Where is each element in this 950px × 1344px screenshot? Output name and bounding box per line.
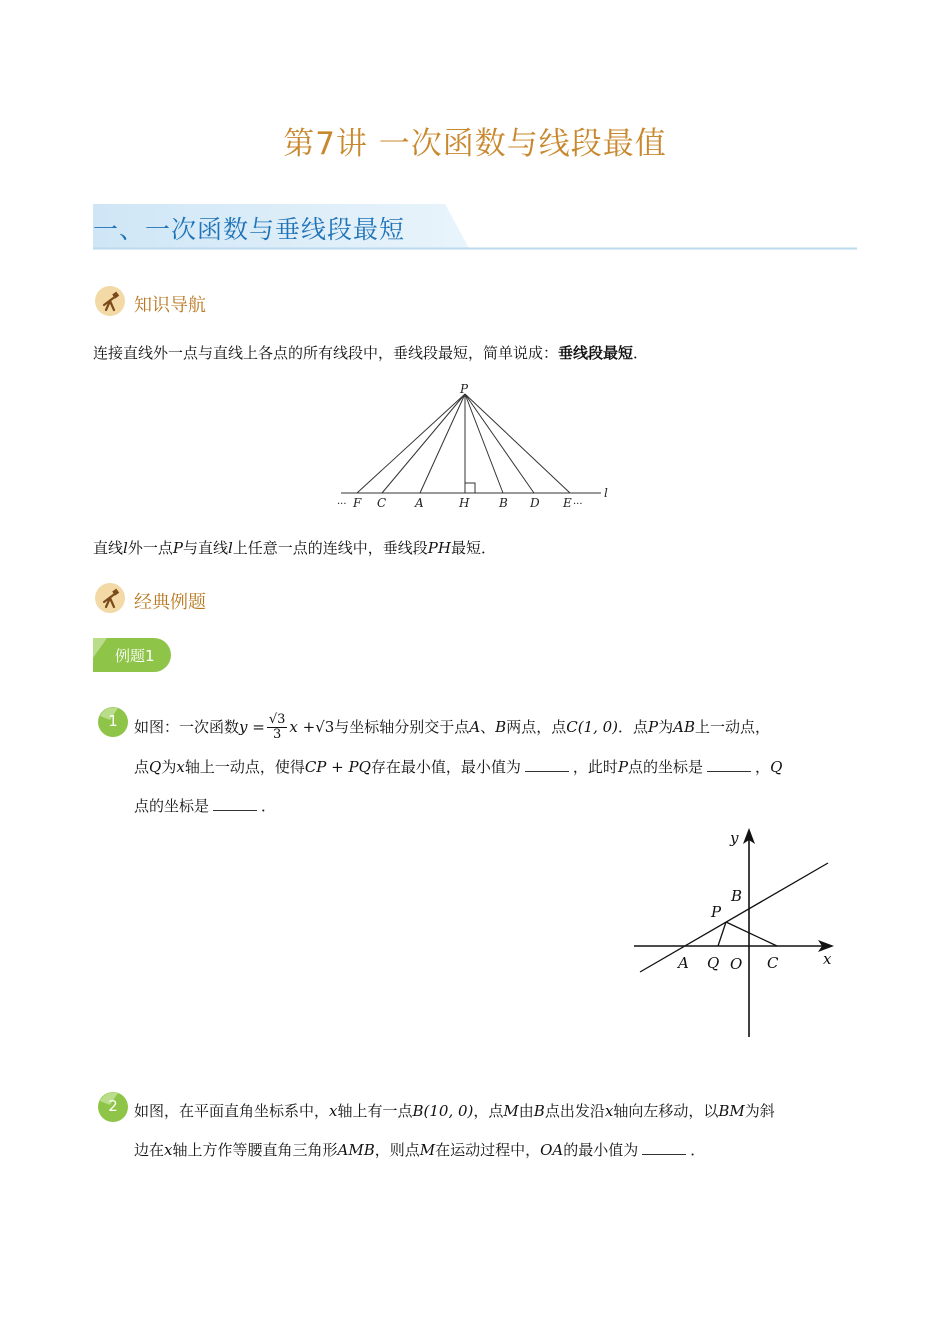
segment-PA: [420, 394, 465, 493]
question-number-badge: [98, 1092, 128, 1122]
telescope-icon: [95, 286, 125, 316]
text: 点的坐标是: [628, 758, 704, 776]
segment-PF: [357, 394, 465, 493]
text: ，点: [473, 1102, 504, 1120]
telescope-icon: [95, 583, 125, 613]
text: 在运动过程中，: [435, 1141, 541, 1159]
label-O: O: [730, 955, 743, 973]
segment-PD: [465, 394, 534, 493]
text: ，: [755, 758, 771, 776]
text: ．: [633, 344, 649, 362]
math-OA: OA: [540, 1141, 564, 1159]
label-F: F: [353, 496, 362, 510]
segment-PC: [726, 922, 777, 946]
text: 存在最小值，最小值为: [370, 758, 521, 776]
text: 连接直线外一点与直线上各点的所有线段中，垂线段最短，简单说成：: [93, 344, 559, 362]
q1-line-2: [134, 757, 782, 777]
section-header: [93, 204, 857, 250]
knowledge-line-2: [93, 538, 496, 558]
math-l: l: [123, 539, 128, 557]
math-x: x: [329, 1102, 338, 1120]
label-C: C: [767, 954, 779, 972]
answer-blank[interactable]: [642, 1140, 686, 1155]
math-CP-PQ: CP + PQ: [304, 758, 371, 776]
numerator: √3: [268, 712, 286, 727]
text: 直线: [93, 539, 124, 557]
section-title: 一、一次函数与垂线段最短: [93, 215, 406, 244]
math-M: M: [503, 1102, 519, 1120]
math-y-eq: y =: [239, 718, 265, 736]
answer-blank[interactable]: [525, 757, 569, 772]
text: 的最小值为: [563, 1141, 639, 1159]
label-C: C: [377, 496, 387, 510]
math-Q: Q: [149, 758, 162, 776]
math-sqrt3: √3: [315, 718, 335, 736]
math-l: l: [227, 539, 233, 557]
denominator: 3: [272, 727, 282, 742]
label-P: P: [460, 384, 469, 396]
q2-line-2: [134, 1140, 705, 1160]
math-AB: AB: [673, 718, 696, 736]
text: 如图，在平面直角坐标系中，: [134, 1102, 330, 1120]
math-AMB: AMB: [337, 1141, 375, 1159]
label-H: H: [459, 496, 470, 510]
bold-text: 垂线段最短: [558, 344, 634, 362]
text: 上任意一点的连线中，垂线段: [232, 539, 428, 557]
text: 点的坐标是: [134, 797, 210, 815]
text: 为: [161, 758, 177, 776]
coordinate-figure: [628, 826, 838, 1040]
text: 点: [134, 758, 150, 776]
answer-blank[interactable]: [707, 757, 751, 772]
text: ．点: [618, 718, 649, 736]
math-x: x: [164, 1141, 173, 1159]
math-B: B: [533, 1102, 545, 1120]
label-dots-left: ···: [337, 499, 347, 510]
label-B: B: [499, 496, 508, 510]
segment-PB: [465, 394, 503, 493]
knowledge-heading: 知识导航: [134, 295, 206, 316]
math-C10: C(1, 0): [566, 718, 619, 736]
label-x: x: [823, 950, 832, 968]
question-number: 1: [108, 712, 118, 730]
text: ．: [690, 1141, 706, 1159]
page-title: 第7讲 一次函数与线段最值: [283, 126, 667, 162]
text: 由: [518, 1102, 534, 1120]
label-Q: Q: [707, 954, 720, 972]
math-B100: B(10, 0): [412, 1102, 474, 1120]
math-P: P: [172, 539, 183, 557]
label-l: l: [604, 486, 608, 500]
classic-heading: 经典例题: [134, 592, 206, 613]
text: 如图：一次函数: [134, 718, 240, 736]
text: ．: [261, 797, 277, 815]
perpendicular-figure: [335, 384, 620, 512]
math-A: A: [469, 718, 481, 736]
text: 与直线: [182, 539, 228, 557]
text: 、: [480, 718, 496, 736]
text: 两点，点: [506, 718, 567, 736]
q1-line-1: [134, 713, 770, 742]
text: 为: [658, 718, 674, 736]
right-angle-mark: [465, 483, 475, 493]
example-tag: [93, 638, 171, 672]
text: 上一动点，: [695, 718, 771, 736]
math-PH: PH: [427, 539, 451, 557]
question-number-badge: [98, 707, 128, 737]
math-x: x: [604, 1102, 614, 1120]
label-A: A: [415, 496, 424, 510]
math-P: P: [617, 758, 629, 776]
label-D: D: [530, 496, 540, 510]
math-Q: Q: [770, 758, 783, 776]
text: ，此时: [572, 758, 618, 776]
text: 轴上有一点: [337, 1102, 413, 1120]
text: 最短．: [450, 539, 496, 557]
segment-PE: [465, 394, 570, 493]
text: 点出发沿: [544, 1102, 605, 1120]
answer-blank[interactable]: [213, 796, 257, 811]
math-x-plus: x +: [289, 718, 316, 736]
math-B: B: [495, 718, 507, 736]
text: 轴上方作等腰直角三角形: [172, 1141, 338, 1159]
text: 边在: [134, 1141, 165, 1159]
math-P: P: [648, 718, 659, 736]
fraction-sqrt3-over-3: [267, 713, 288, 742]
text: 为斜: [744, 1102, 775, 1120]
label-E: E: [563, 496, 572, 510]
text: 外一点: [127, 539, 173, 557]
math-x: x: [176, 758, 185, 776]
text: 轴上一动点，使得: [184, 758, 305, 776]
q2-line-1: [134, 1101, 775, 1121]
example-tag-label: 例题1: [115, 647, 155, 665]
text: 轴向左移动，以: [613, 1102, 719, 1120]
label-dots-right: ···: [573, 499, 583, 510]
text: ，则点: [374, 1141, 420, 1159]
segment-PC: [382, 394, 465, 493]
math-M: M: [419, 1141, 436, 1159]
math-BM: BM: [718, 1102, 745, 1120]
text: 与坐标轴分别交于点: [334, 718, 470, 736]
question-number: 2: [108, 1097, 118, 1115]
label-B: B: [731, 887, 743, 905]
label-A: A: [678, 954, 689, 972]
q1-line-3: [134, 796, 276, 816]
knowledge-line-1: [93, 343, 648, 363]
label-P: P: [711, 903, 722, 921]
label-y: y: [730, 829, 739, 847]
